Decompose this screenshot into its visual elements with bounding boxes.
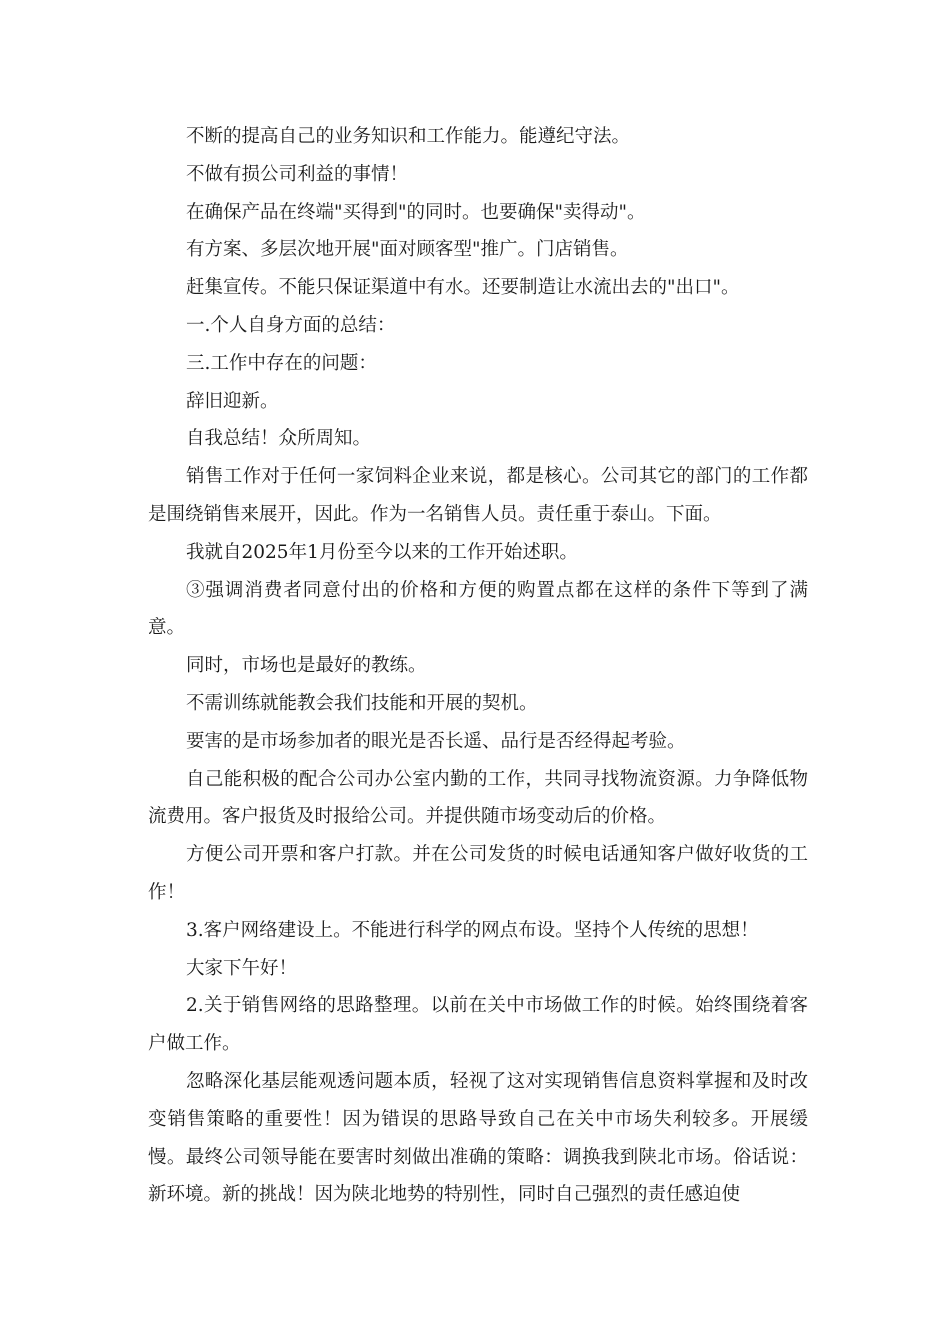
- paragraph: ③强调消费者同意付出的价格和方便的购置点都在这样的条件下等到了满意。: [148, 579, 808, 639]
- paragraph: 不需训练就能教会我们技能和开展的契机。: [186, 692, 538, 714]
- paragraph: 不断的提高自己的业务知识和工作能力。能遵纪守法。: [186, 126, 631, 147]
- document-body: [148, 118, 808, 1214]
- paragraph: 方便公司开票和客户打款。并在公司发货的时候电话通知客户做好收货的工作！: [148, 844, 808, 903]
- section-heading: 三.工作中存在的问题：: [186, 352, 377, 374]
- paragraph: 忽略深化基层能观透问题本质，轻视了这对实现销售信息资料掌握和及时改变销售策略的重要性！因为错误的思路导致自己在关中市场失利较多。开展缓慢。最终公司领导能在要害时刻做出准确的策略：调换我到陕北市场。俗话说：新环境。新的挑战！因为陕北地势的特别性，同时自己强烈的责任感迫使: [148, 1070, 808, 1206]
- section-heading: 一.个人自身方面的总结：: [186, 314, 396, 336]
- paragraph: 不做有损公司利益的事情！: [186, 163, 409, 185]
- paragraph: 自我总结！众所周知。: [186, 428, 372, 450]
- paragraph: 同时，市场也是最好的教练。: [186, 655, 427, 677]
- paragraph: 要害的是市场参加者的眼光是否长遥、品行是否经得起考验。: [186, 730, 686, 752]
- paragraph: 自己能积极的配合公司办公室内勤的工作，共同寻找物流资源。力争降低物流费用。客户报货及时报给公司。并提供随市场变动后的价格。: [148, 768, 808, 828]
- paragraph: 我就自2025年1月份至今以来的工作开始述职。: [186, 541, 578, 563]
- paragraph: 赶集宣传。不能只保证渠道中有水。还要制造让水流出去的"出口"。: [186, 277, 740, 299]
- paragraph: 销售工作对于任何一家饲料企业来说，都是核心。公司其它的部门的工作都是围绕销售来展开，因此。作为一名销售人员。责任重于泰山。下面。: [148, 466, 808, 525]
- paragraph: 有方案、多层次地开展"面对顾客型"推广。门店销售。: [186, 239, 629, 261]
- paragraph: 2.关于销售网络的思路整理。以前在关中市场做工作的时候。始终围绕着客户做工作。: [148, 995, 808, 1055]
- paragraph: 3.客户网络建设上。不能进行科学的网点布设。坚持个人传统的思想！: [186, 919, 759, 941]
- paragraph: 辞旧迎新。: [186, 390, 279, 412]
- paragraph: 大家下午好！: [186, 957, 298, 979]
- paragraph: 在确保产品在终端"买得到"的同时。也要确保"卖得动"。: [186, 201, 646, 223]
